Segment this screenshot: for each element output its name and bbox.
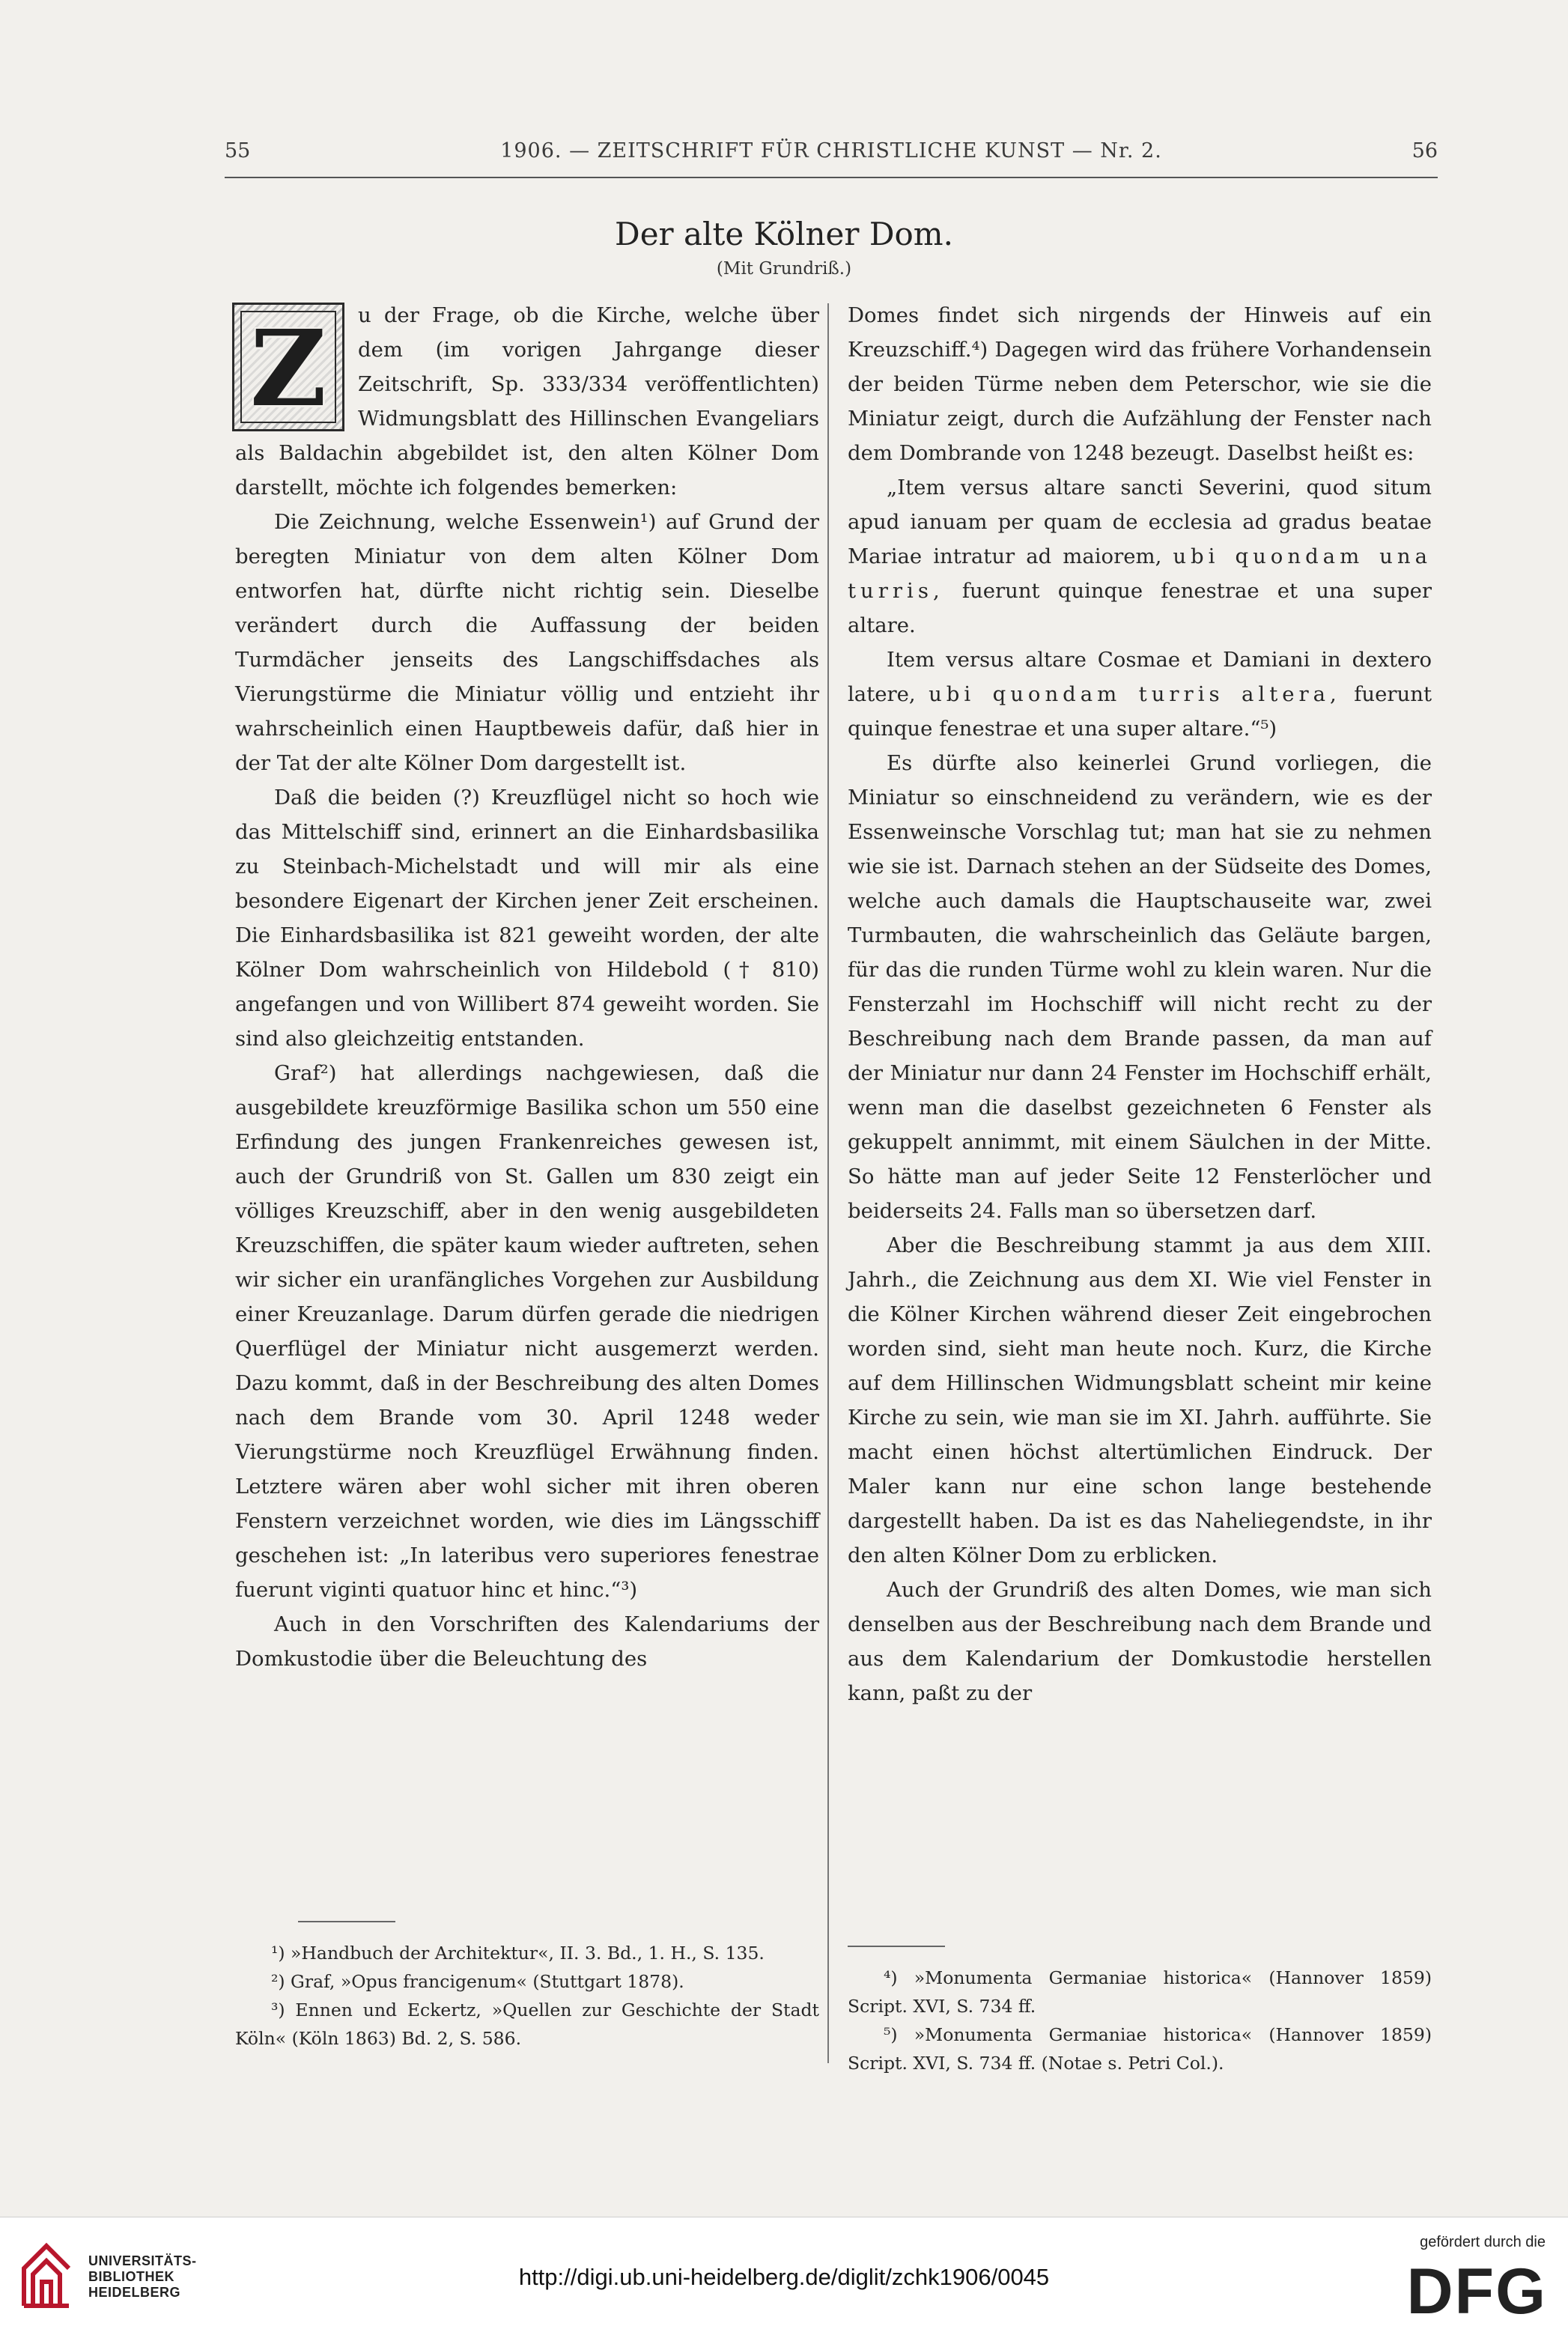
paragraph-1: [235, 298, 819, 505]
footnote-5: ⁵) »Monumenta Germaniae historica« (Hannover 1859) Script. XVI, S. 734 ff. (Notae s. Petri Col.).: [848, 2024, 1432, 2074]
footnote-2: ²) Graf, »Opus francigenum« (Stuttgart 1878).: [271, 1971, 684, 1992]
library-name-line-2: BIBLIOTHEK: [88, 2269, 174, 2284]
paragraph-9: Auch der Grundriß des alten Domes, wie man sich denselben aus der Beschreibung nach dem Brande und aus dem Kalendarium der Domkustodie herstellen kann, paßt zu der: [848, 1578, 1432, 1705]
latin-quote-1c: fuerunt quinque fenestrae et una super altare.: [848, 579, 1432, 637]
latin-quote-1-emphasis: ubi quondam una turris,: [848, 544, 1432, 603]
latin-quote-2c: fuerunt quinque fenestrae et una super altare.“⁵): [848, 682, 1432, 741]
footnote-rule: [298, 1921, 395, 1922]
article-title: Der alte Kölner Dom.: [615, 216, 953, 252]
journal-title: 1906. — ZEITSCHRIFT FÜR CHRISTLICHE KUNST — Nr. 2.: [500, 139, 1162, 163]
funding-label: gefördert durch die: [1420, 2234, 1546, 2250]
ornamental-initial: [232, 303, 344, 431]
paragraph-7: Es dürfte also keinerlei Grund vorliegen, die Miniatur so einschneidend zu verändern, wie es der Essenweinsche Vorschlag tut; man hat sie zu nehmen wie sie ist. Darnach stehen an der Südseite des Domes, welche auch damals die Hauptschauseite war, zwei Turmbauten, die wahrscheinlich das Geläute bargen, für das die runden Türme wohl zu klein waren. Nur die Fensterzahl im Hochschiff will nicht recht zu der Beschreibung nach dem Brande passen, da man auf der Miniatur nur dann 24 Fenster im Hochschiff erhält, wenn man die daselbst gezeichneten 6 Fenster als gekuppelt annimmt, mit einem Säulchen in der Mitte. So hätte man auf jeder Seite 12 Fensterlöcher und beiderseits 24. Falls man so übersetzen darf.: [848, 751, 1432, 1223]
article-subtitle: (Mit Grundriß.): [716, 259, 852, 279]
paragraph-3: Daß die beiden (?) Kreuzflügel nicht so hoch wie das Mittelschiff sind, erinnert an die Einhardsbasilika zu Steinbach-Michelstadt und will mir als eine besondere Eigenart der Kirchen jener Zeit erscheinen. Die Einhardsbasilika ist 821 geweiht worden, der alte Kölner Dom wahrscheinlich von Hildebold († 810) angefangen und von Willibert 874 geweiht worden. Sie sind also gleichzeitig entstanden.: [235, 786, 819, 1051]
paragraph-1-text: u der Frage, ob die Kirche, welche über dem (im vorigen Jahrgange dieser Zeitschrift, Sp. 333/334 veröffentlichten) Widmungsblatt des Hillinschen Evangeliars als Baldachin abgebildet ist, den alten Kölner Dom darstellt, möchte ich folgendes bemerken:: [235, 303, 819, 500]
paragraph-5: Auch in den Vorschriften des Kalendariums der Domkustodie über die Beleuchtung des: [235, 1612, 819, 1671]
paragraph-4: Graf²) hat allerdings nachgewiesen, daß die ausgebildete kreuzförmige Basilika schon um 550 eine Erfindung des jungen Frankenreiches gewesen ist, auch der Grundriß von St. Gallen um 830 zeigt ein völliges Kreuzschiff, aber in den wenig ausgebildeten Kreuzschiffen, die später kaum wieder auftreten, sehen wir sicher ein uranfängliches Vorgehen zur Ausbildung einer Kreuzanlage. Darum dürfen gerade die niedrigen Querflügel der Miniatur nicht ausgemerzt werden. Dazu kommt, daß in der Beschreibung des alten Domes nach dem Brande vom 30. April 1248 weder Vierungstürme noch Kreuzflügel Erwähnung finden. Letztere wären aber wohl sicher mit ihren oberen Fenstern verzeichnet worden, wie dies im Längsschiff geschehen ist: „In lateribus vero superiores fenestrae fuerunt viginti quatuor hinc et hinc.“³): [235, 1061, 819, 1602]
right-column: [848, 298, 1432, 1710]
latin-quote-2-emphasis: ubi quondam turris altera,: [929, 682, 1341, 706]
paragraph-2: Die Zeichnung, welche Essenwein¹) auf Grund der beregten Miniatur von dem alten Kölner Dom entworfen hat, dürfte nicht richtig sein. Dieselbe verändert durch die Auffassung der beiden Turmdächer jenseits des Langschiffsdaches als Vierungstürme die Miniatur völlig und entzieht ihr wahrscheinlich einen Hauptbeweis dafür, daß hier in der Tat der alte Kölner Dom dargestellt ist.: [235, 510, 819, 775]
latin-quote-2: [848, 643, 1432, 746]
footnote-1: ¹) »Handbuch der Architektur«, II. 3. Bd., 1. H., S. 135.: [271, 1943, 765, 1964]
footnote-3: ³) Ennen und Eckertz, »Quellen zur Geschichte der Stadt Köln« (Köln 1863) Bd. 2, S. 586.: [235, 2000, 819, 2049]
column-divider: [827, 303, 829, 2063]
latin-quote-1a: „Item versus altare sancti Severini, quod situm apud ianuam per quam de ecclesia ad gradus beatae Mariae intratur ad maiorem,: [848, 476, 1432, 568]
running-header: [225, 139, 1438, 172]
left-column: [235, 298, 819, 1676]
latin-quote-1: [848, 470, 1432, 643]
library-name-line-3: HEIDELBERG: [88, 2285, 181, 2300]
footnotes-right: [848, 1946, 1432, 2077]
footnote-4: ⁴) »Monumenta Germaniae historica« (Hannover 1859) Script. XVI, S. 734 ff.: [848, 1967, 1432, 2017]
latin-quote-2a: Item versus altare Cosmae et Damiani in dextero latere,: [848, 648, 1432, 706]
footnotes-left: [235, 1921, 819, 2053]
viewer-footer: [0, 2217, 1568, 2335]
permalink-url[interactable]: http://digi.ub.uni-heidelberg.de/diglit/zchk1906/0045: [518, 2264, 1050, 2290]
footnote-rule: [848, 1946, 945, 1947]
paragraph-8: Aber die Beschreibung stammt ja aus dem XIII. Jahrh., die Zeichnung aus dem XI. Wie viel Fenster in die Kölner Kirchen während dieser Zeit eingebrochen worden sind, sieht man heute noch. Kurz, die Kirche auf dem Hillinschen Widmungsblatt scheint mir keine Kirche zu sein, wie man sie im XI. Jahrh. aufführte. Sie macht einen höchst altertümlichen Eindruck. Der Maler kann nur eine schon lange bestehende dargestellt haben. Da ist es das Naheliegendste, in ihr den alten Kölner Dom zu erblicken.: [848, 1233, 1432, 1567]
header-rule: [225, 177, 1438, 178]
initial-letter: Z: [249, 308, 327, 431]
paragraph-6: Domes findet sich nirgends der Hinweis auf ein Kreuzschiff.⁴) Dagegen wird das frühere Vorhandensein der beiden Türme neben dem Peterschor, wie sie die Miniatur zeigt, durch die Aufzählung der Fenster nach dem Dombrande von 1248 bezeugt. Daselbst heißt es:: [848, 303, 1432, 465]
page-number-left: 55: [225, 139, 251, 163]
dfg-logo[interactable]: DFG: [1406, 2256, 1547, 2328]
page-number-right: 56: [1411, 139, 1438, 163]
library-name-line-1: UNIVERSITÄTS-: [88, 2253, 197, 2268]
